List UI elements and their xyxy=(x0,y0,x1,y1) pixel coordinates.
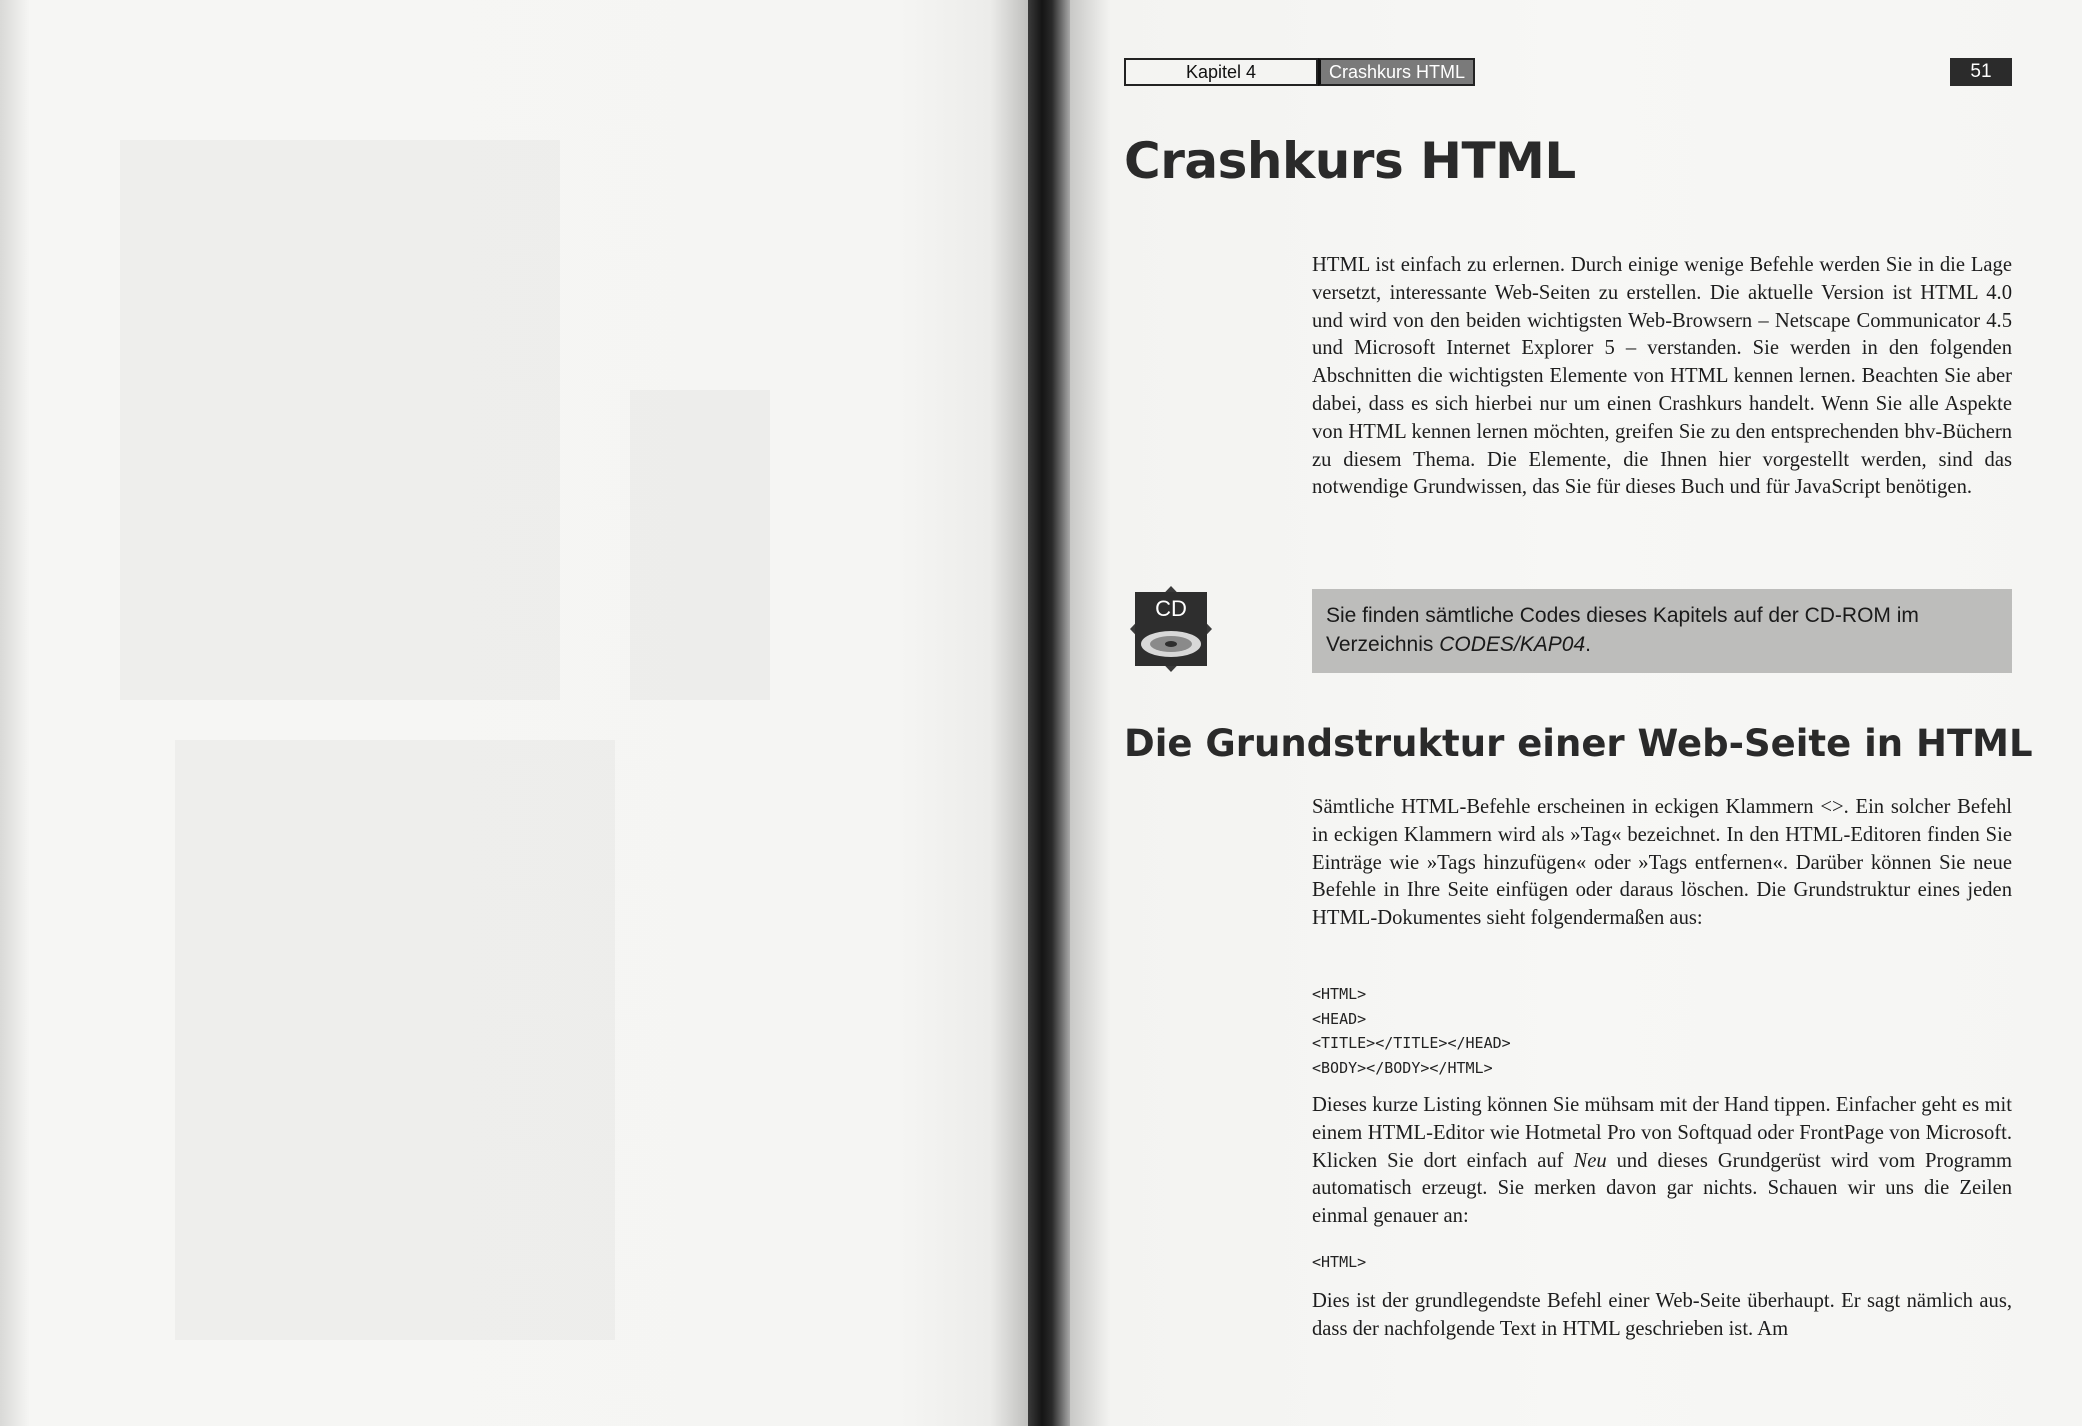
code-line: <BODY></BODY></HTML> xyxy=(1312,1058,1493,1077)
page-number: 51 xyxy=(1950,58,2012,86)
running-header xyxy=(1124,58,1475,84)
cd-note-period: . xyxy=(1585,633,1591,656)
chapter-title: Crashkurs HTML xyxy=(1124,132,1576,190)
show-through-block xyxy=(175,740,615,1340)
section-paragraph-1: Sämtliche HTML-Befehle erscheinen in eckigen Klammern <>. Ein solcher Befehl in eckigen Klammern wird als »Tag« bezeichnet. In den HTML-Editoren finden Sie Einträge wie »Tags hinzufügen« oder »Tags entfernen«. Darüber können Sie neue Befehle in Ihre Seite einfügen oder daraus löschen. Die Grundstruktur eines jeden HTML-Dokumentes sieht folgendermaßen aus: xyxy=(1312,796,2012,930)
code-single-line: <HTML> xyxy=(1312,1253,1367,1271)
menu-item-neu-reference: Neu xyxy=(1573,1149,1607,1172)
cd-icon-label: CD xyxy=(1155,596,1187,621)
paragraph-2-text: Dieses kurze Listing können Sie mühsam mit der Hand tippen. Einfacher geht es mit einem HTML-Editor wie Hotmetal Pro von Softquad oder FrontPage von Microsoft. Klicken Sie dort einfach auf xyxy=(1312,1094,2012,1172)
cd-rom-icon xyxy=(1130,586,1212,672)
header-chapter-title: Crashkurs HTML xyxy=(1318,58,1475,86)
code-line: <HEAD> xyxy=(1312,1009,1367,1028)
cd-note-path: CODES/KAP04 xyxy=(1439,633,1586,656)
paragraph-2-text-end: und dieses Grundgerüst wird vom Programm automatisch erzeugt. Sie merken davon gar nichts. Schauen wir uns die Zeilen einmal genauer an: xyxy=(1312,1149,2013,1228)
section-paragraph-2 xyxy=(1312,1092,2012,1231)
code-listing xyxy=(1312,982,1511,1080)
section-title: Die Grundstruktur einer Web-Seite in HTML xyxy=(1124,722,2033,765)
code-line: <TITLE></TITLE></HEAD> xyxy=(1312,1034,1511,1052)
header-chapter-label: Kapitel 4 xyxy=(1124,58,1318,86)
section-paragraph-3: Dies ist der grundlegendste Befehl einer Web-Seite überhaupt. Er sagt nämlich aus, dass der nachfolgende Text in HTML geschrieben ist. Am xyxy=(1312,1290,2012,1340)
cd-note-text: Sie finden sämtliche Codes dieses Kapitels auf der CD-ROM im Verzeichnis xyxy=(1326,604,1919,656)
code-line: <HTML> xyxy=(1312,985,1367,1003)
cd-note-box xyxy=(1312,589,2012,673)
intro-paragraph: HTML ist einfach zu erlernen. Durch einige wenige Befehle werden Sie in die Lage versetzt, interessante Web-Seiten zu erstellen. Die aktuelle Version ist HTML 4.0 und wird von den beiden wichtigsten Web-Browsern – Netscape Communicator 4.5 und Microsoft Internet Explorer 5 – verstanden. Sie werden in den folgenden Abschnitten die wichtigsten Elemente von HTML kennen lernen. Beachten Sie aber dabei, dass es sich hierbei nur um einen Crashkurs handelt. Wenn Sie alle Aspekte von HTML kennen lernen möchten, greifen Sie zu den entsprechenden bhv-Büchern zu diesem Thema. Die Elemente, die Ihnen hier vorgestellt werden, sind das notwendige Grundwissen, das Sie für dieses Buch und für JavaScript benötigen. xyxy=(1312,254,2012,499)
show-through-block xyxy=(630,390,770,700)
show-through-block xyxy=(120,140,560,700)
left-page-blank xyxy=(0,0,1040,1426)
